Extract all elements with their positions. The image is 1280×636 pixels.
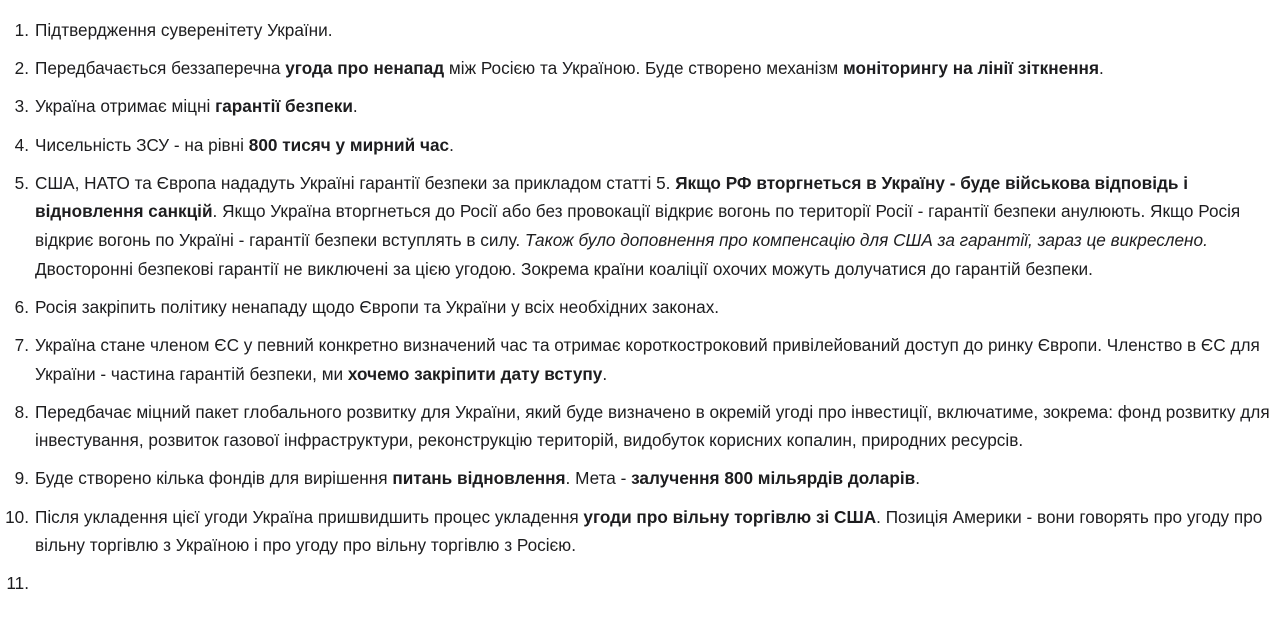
item-text: .	[915, 468, 920, 489]
list-item	[0, 503, 1280, 560]
bold-text: угода про ненапад	[285, 58, 445, 79]
item-text: .	[449, 134, 454, 155]
bold-text: 800 тисяч у мирний час	[248, 134, 450, 155]
item-text: .	[352, 96, 358, 117]
item-number: 5.	[14, 172, 29, 193]
item-text: .	[1098, 58, 1104, 79]
bold-text: залучення 800 мільярдів доларів	[631, 468, 916, 489]
bold-text: Якщо РФ вторгнеться в Україну - буде військова відповідь і відновлення санкцій	[35, 172, 1189, 222]
item-text: Росія закріпить політику ненападу щодо Європи та України у всіх необхідних законах.	[35, 296, 720, 317]
item-text: . Якщо Україна вторгнеться до Росії або без провокації відкриє вогонь по території Росії - гарантії безпеки анулюють. Якщо Росія відкриє вогонь по Україні - гарантії безпеки вступлять в силу.	[35, 201, 1241, 250]
bold-text: моніторингу на лінії зіткнення	[842, 58, 1099, 79]
list-item	[0, 92, 1280, 121]
list-item	[0, 131, 1280, 160]
item-number: 8.	[14, 401, 29, 422]
item-text: Україна отримає міцні	[35, 96, 216, 117]
bold-text: угоди про вільну торгівлю зі США	[583, 506, 877, 527]
item-text: Після укладення цієї угоди Україна пришвидшить процес укладення	[35, 506, 584, 527]
item-number: 3.	[14, 96, 29, 117]
bold-text: питань відновлення	[392, 468, 566, 489]
list-item	[0, 398, 1280, 455]
list-item	[0, 464, 1280, 493]
list-item	[0, 169, 1280, 283]
item-number: 1.	[14, 20, 29, 40]
italic-text: Також було доповнення про компенсацію для США за гарантії, зараз це викреслено.	[524, 229, 1208, 250]
item-number: 10.	[5, 506, 29, 527]
list-item	[0, 16, 1280, 45]
list-item	[0, 293, 1280, 322]
item-number: 11.	[6, 573, 29, 594]
item-text: Буде створено кілька фондів для вирішення	[35, 468, 393, 489]
item-text: Двосторонні безпекові гарантії не виключені за цією угодою. Зокрема країни коаліції охочих можуть долучатися до гарантій безпеки.	[35, 258, 1093, 279]
list-item	[0, 331, 1280, 388]
item-text: . Мета -	[565, 468, 632, 489]
item-text: Передбачає міцний пакет глобального розвитку для України, який буде визначено в окремій угоді про інвестиції, включатиме, зокрема: фонд розвитку для інвестування, розвиток газової інфраструктури, реконструкцію територій, видобуток корисних копалин, природних ресурсів.	[35, 401, 1270, 451]
item-text: Україна стане членом ЄС у певний конкретно визначений час та отримає короткостроковий привілейований доступ до ринку Європи. Членство в ЄС для України - частина гарантій безпеки, ми	[35, 334, 1260, 384]
item-text: . Позиція Америки - вони говорять про угоду про вільну торгівлю з Україною і про угоду про вільну торгівлю з Росією.	[35, 506, 1263, 556]
item-text: між Росією та Україною. Буде створено механізм	[444, 58, 843, 79]
item-number: 2.	[14, 58, 29, 79]
bold-text: хочемо закріпити дату вступу	[347, 363, 603, 384]
item-number: 9.	[14, 468, 29, 489]
bold-text: гарантії безпеки	[215, 96, 353, 117]
item-text: .	[602, 363, 608, 384]
item-text: США, НАТО та Європа нададуть Україні гарантії безпеки за прикладом статті 5.	[35, 172, 676, 193]
item-number: 4.	[14, 134, 29, 155]
item-text: Передбачається беззаперечна	[35, 58, 286, 79]
item-number: 7.	[14, 334, 29, 355]
item-number: 6.	[14, 296, 29, 317]
item-text: Підтвердження суверенітету України.	[35, 20, 333, 40]
list-item	[0, 54, 1280, 83]
item-text: Чисельність ЗСУ - на рівні	[35, 134, 249, 155]
